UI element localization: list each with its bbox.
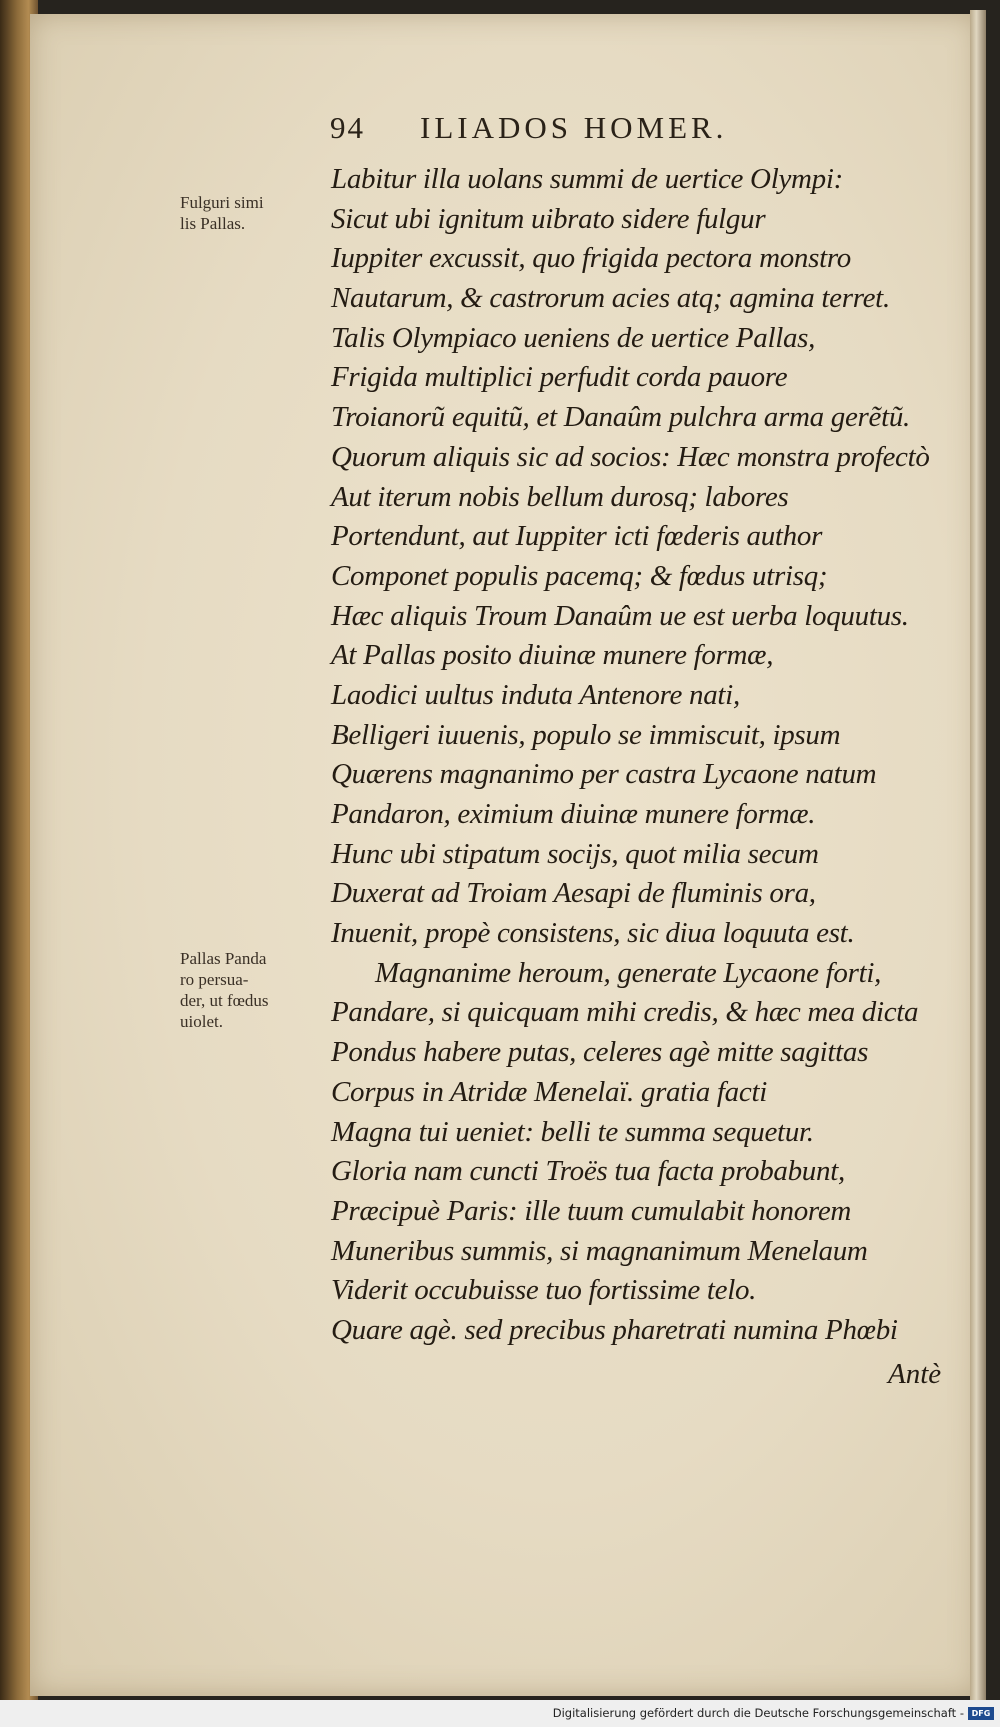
verse-text bbox=[331, 160, 971, 1351]
verse-line: Sicut ubi ignitum uibrato sidere fulgur bbox=[331, 202, 766, 235]
running-title: ILIADOS HOMER. bbox=[420, 110, 728, 145]
verse-line: Quare agè. sed precibus pharetrati numina Phœbi bbox=[331, 1313, 898, 1346]
verse-line: Pandare, si quicquam mihi credis, & hæc mea dicta bbox=[331, 996, 919, 1029]
marginal-note-line: ro persua- bbox=[180, 970, 249, 989]
verse-line: Iuppiter excussit, quo frigida pectora monstro bbox=[331, 242, 851, 275]
marginal-note-line: der, ut fœdus bbox=[180, 991, 269, 1010]
page-header bbox=[330, 110, 850, 150]
verse-line: Duxerat ad Troiam Aesapi de fluminis ora, bbox=[331, 877, 816, 910]
verse-line: Pandaron, eximium diuinæ munere formæ. bbox=[331, 798, 816, 830]
marginal-note-line: lis Pallas. bbox=[180, 214, 246, 233]
marginal-note-line: Pallas Panda bbox=[180, 949, 267, 968]
verse-line: Troianorũ equitũ, et Danaûm pulchra arma gerẽtũ. bbox=[331, 401, 911, 434]
verse-line: Præcipuè Paris: ille tuum cumulabit honorem bbox=[331, 1194, 852, 1227]
page-edge bbox=[970, 10, 986, 1700]
verse-line: Magna tui ueniet: belli te summa sequetur. bbox=[331, 1115, 814, 1148]
verse-line: Magnanime heroum, generate Lycaone forti, bbox=[375, 956, 882, 989]
verse-line: Inuenit, propè consistens, sic diua loquuta est. bbox=[331, 917, 855, 950]
digitization-footer bbox=[0, 1700, 1000, 1727]
verse-line: Muneribus summis, si magnanimum Menelaum bbox=[331, 1234, 868, 1267]
verse-line: Componet populis pacemq; & fœdus utrisq; bbox=[331, 559, 828, 592]
verse-line: Gloria nam cuncti Troës tua facta probabunt, bbox=[331, 1155, 845, 1188]
verse-line: Corpus in Atridæ Menelaï. gratia facti bbox=[331, 1075, 767, 1108]
funding-credit: Digitalisierung gefördert durch die Deutsche Forschungsgemeinschaft - bbox=[552, 1706, 964, 1720]
verse-line: Portendunt, aut Iuppiter icti fœderis author bbox=[331, 520, 823, 553]
marginal-note bbox=[180, 192, 330, 234]
catchword: Antè bbox=[888, 1358, 942, 1390]
folio-number: 94 bbox=[330, 110, 365, 145]
verse-line: Hunc ubi stipatum socijs, quot milia secum bbox=[331, 837, 819, 870]
dfg-logo-icon: DFG bbox=[968, 1707, 994, 1720]
verse-line: Viderit occubuisse tuo fortissime telo. bbox=[331, 1274, 757, 1307]
marginal-note-line: uiolet. bbox=[180, 1012, 223, 1031]
verse-line: Belligeri iuuenis, populo se immiscuit, ipsum bbox=[331, 718, 841, 751]
verse-line: Talis Olympiaco ueniens de uertice Pallas, bbox=[331, 321, 816, 354]
verse-line: Aut iterum nobis bellum durosq; labores bbox=[331, 480, 789, 513]
verse-line: Laodici uultus induta Antenore nati, bbox=[331, 678, 740, 711]
marginal-note bbox=[180, 948, 330, 1032]
verse-line: Quærens magnanimo per castra Lycaone natum bbox=[331, 758, 877, 791]
marginal-note-line: Fulguri simi bbox=[180, 193, 264, 212]
verse-line: Labitur illa uolans summi de uertice Olympi: bbox=[331, 163, 843, 195]
verse-line: Pondus habere putas, celeres agè mitte sagittas bbox=[331, 1036, 869, 1069]
verse-line: At Pallas posito diuinæ munere formæ, bbox=[331, 639, 774, 672]
verse-line: Frigida multiplici perfudit corda pauore bbox=[331, 361, 788, 394]
verse-line: Nautarum, & castrorum acies atq; agmina terret. bbox=[331, 282, 890, 315]
verse-line: Quorum aliquis sic ad socios: Hæc monstra profectò bbox=[331, 440, 930, 473]
verse-line: Hæc aliquis Troum Danaûm ue est uerba loquutus. bbox=[331, 599, 909, 632]
